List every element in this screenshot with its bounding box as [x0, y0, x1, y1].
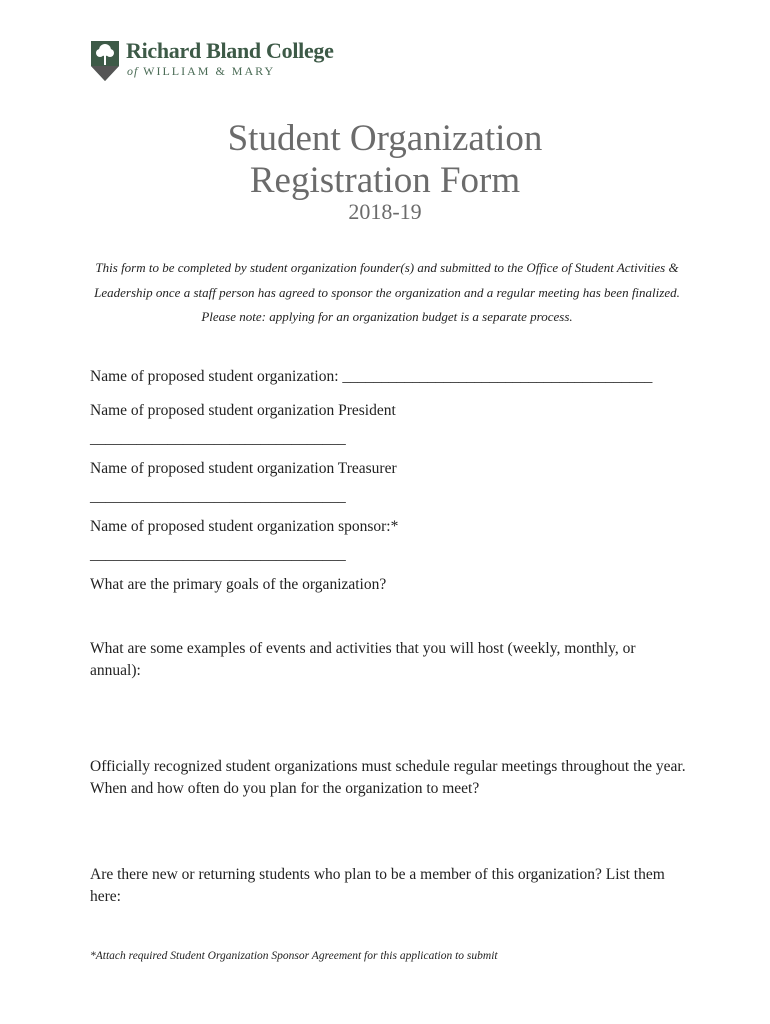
treasurer-label: Name of proposed student organization Treasurer: [90, 460, 397, 477]
president-blank[interactable]: _________________________________: [90, 430, 346, 447]
college-name: Richard Bland College: [126, 38, 334, 63]
intro-paragraph: This form to be completed by student organization founder(s) and submitted to the Office of Student Activities & Leadership once a staff person has agreed to sponsor the organization and a regular meeting has been finalized. Please note: applying for an organization budget is a separate process.: [94, 260, 680, 324]
treasurer-blank[interactable]: _________________________________: [90, 488, 346, 505]
form-title-line1: Student Organization: [227, 118, 543, 159]
college-logo: [90, 38, 350, 84]
sponsor-blank[interactable]: _________________________________: [90, 546, 346, 563]
question-members: Are there new or returning students who plan to be a member of this organization? List them here:: [90, 866, 665, 905]
org-name-field[interactable]: Name of proposed student organization: ________________________________________: [90, 368, 653, 385]
question-goals: What are the primary goals of the organization?: [90, 576, 387, 593]
college-subtitle-of: of: [127, 64, 139, 78]
sponsor-label: Name of proposed student organization sponsor:*: [90, 518, 399, 535]
form-title-line2: Registration Form: [249, 160, 521, 201]
college-subtitle: [127, 64, 275, 79]
question-meetings: Officially recognized student organizations must schedule regular meetings throughout the year. When and how often do you plan for the organization to meet?: [90, 758, 686, 797]
president-label: Name of proposed student organization President: [90, 402, 396, 419]
college-subtitle-name: WILLIAM & MARY: [143, 64, 276, 78]
college-crest-icon: [90, 40, 120, 82]
question-events: What are some examples of events and activities that you will host (weekly, monthly, or annual):: [90, 640, 636, 679]
footnote: *Attach required Student Organization Sponsor Agreement for this application to submit: [90, 950, 498, 962]
form-year: 2018-19: [348, 199, 422, 224]
